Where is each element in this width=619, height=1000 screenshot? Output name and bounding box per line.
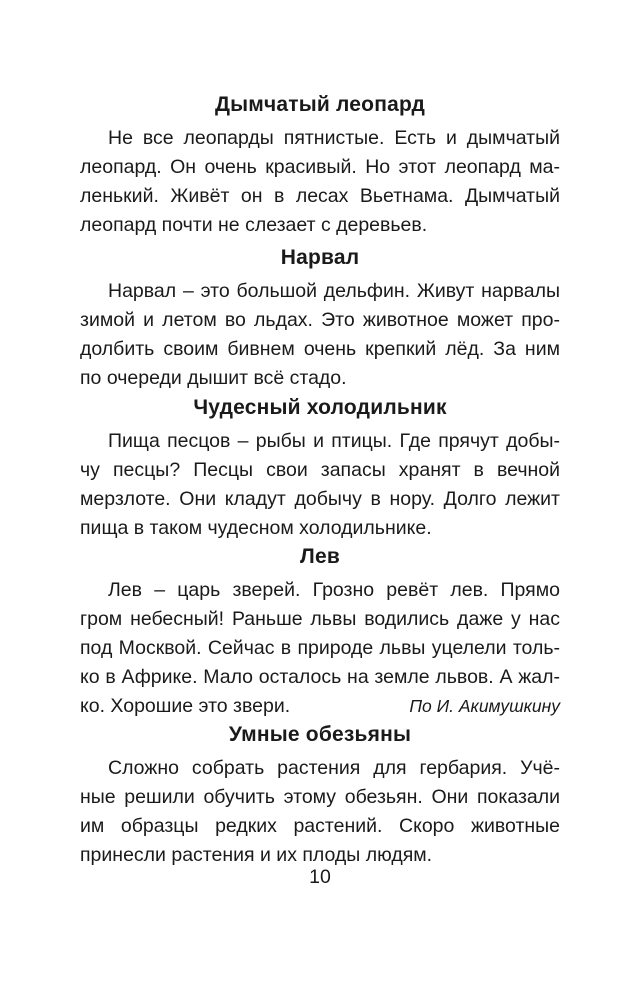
text-line: ко в Африке. Мало осталось на земле львов. А жал-: [80, 666, 560, 688]
text-line: чу песцы? Песцы свои запасы хранят в вечной: [80, 459, 560, 481]
section-title: Чудесный холодильник: [193, 396, 447, 419]
text-line: принесли растения и их плоды людям.: [80, 844, 433, 866]
text-line: леопард почти не слезает с деревьев.: [80, 214, 428, 236]
section-smart-monkeys: [80, 722, 560, 870]
text-line: зимой и летом во льдах. Это животное может про-: [80, 309, 560, 331]
text-line: леопард. Он очень красивый. Но этот леопард ма-: [80, 156, 560, 178]
section-lion: [80, 544, 560, 721]
section-narwhal: [80, 245, 560, 393]
section-text: [80, 754, 560, 870]
text-line: Сложно собрать растения для гербария. Учё-: [108, 757, 560, 779]
text-line: ленький. Живёт он в лесах Вьетнама. Дымчатый: [80, 185, 560, 207]
text-line: ные решили обучить этому обезьян. Они показали: [80, 786, 560, 808]
section-clouded-leopard: [80, 92, 560, 240]
section-text: [80, 576, 560, 721]
text-line: им образцы редких растений. Скоро животные: [80, 815, 560, 837]
text-line: долбить своим бивнем очень крепкий лёд. За ним: [80, 338, 560, 360]
section-text: [80, 427, 560, 543]
text-line: гром небесный! Раньше львы водились даже у нас: [80, 608, 560, 630]
text-line: Пища песцов – рыбы и птицы. Где прячут добы-: [108, 430, 560, 452]
section-wonderful-fridge: [80, 395, 560, 543]
text-line-with-credit: [80, 692, 560, 721]
section-text: [80, 277, 560, 393]
text-line: мерзлоте. Они кладут добычу в нору. Долго лежит: [80, 488, 560, 510]
section-title: Дымчатый леопард: [214, 93, 426, 116]
page-number: 10: [309, 866, 331, 888]
section-title: Умные обезьяны: [228, 723, 412, 746]
text-line: Лев – царь зверей. Грозно ревёт лев. Прямо: [108, 579, 560, 601]
section-title: Нарвал: [280, 246, 360, 269]
book-page: [80, 0, 560, 1000]
text-line: по очереди дышит всё стадо.: [80, 367, 347, 389]
text-line: под Москвой. Сейчас в природе львы уцелели толь-: [80, 637, 560, 659]
section-title: Лев: [300, 545, 340, 568]
text-line: ко. Хорошие это звери.: [80, 695, 291, 717]
section-text: [80, 124, 560, 240]
author-credit: По И. Акимушкину: [409, 696, 560, 716]
text-line: Не все леопарды пятнистые. Есть и дымчатый: [108, 127, 560, 149]
text-line: пища в таком чудесном холодильнике.: [80, 517, 432, 539]
text-line: Нарвал – это большой дельфин. Живут нарвалы: [108, 280, 560, 302]
